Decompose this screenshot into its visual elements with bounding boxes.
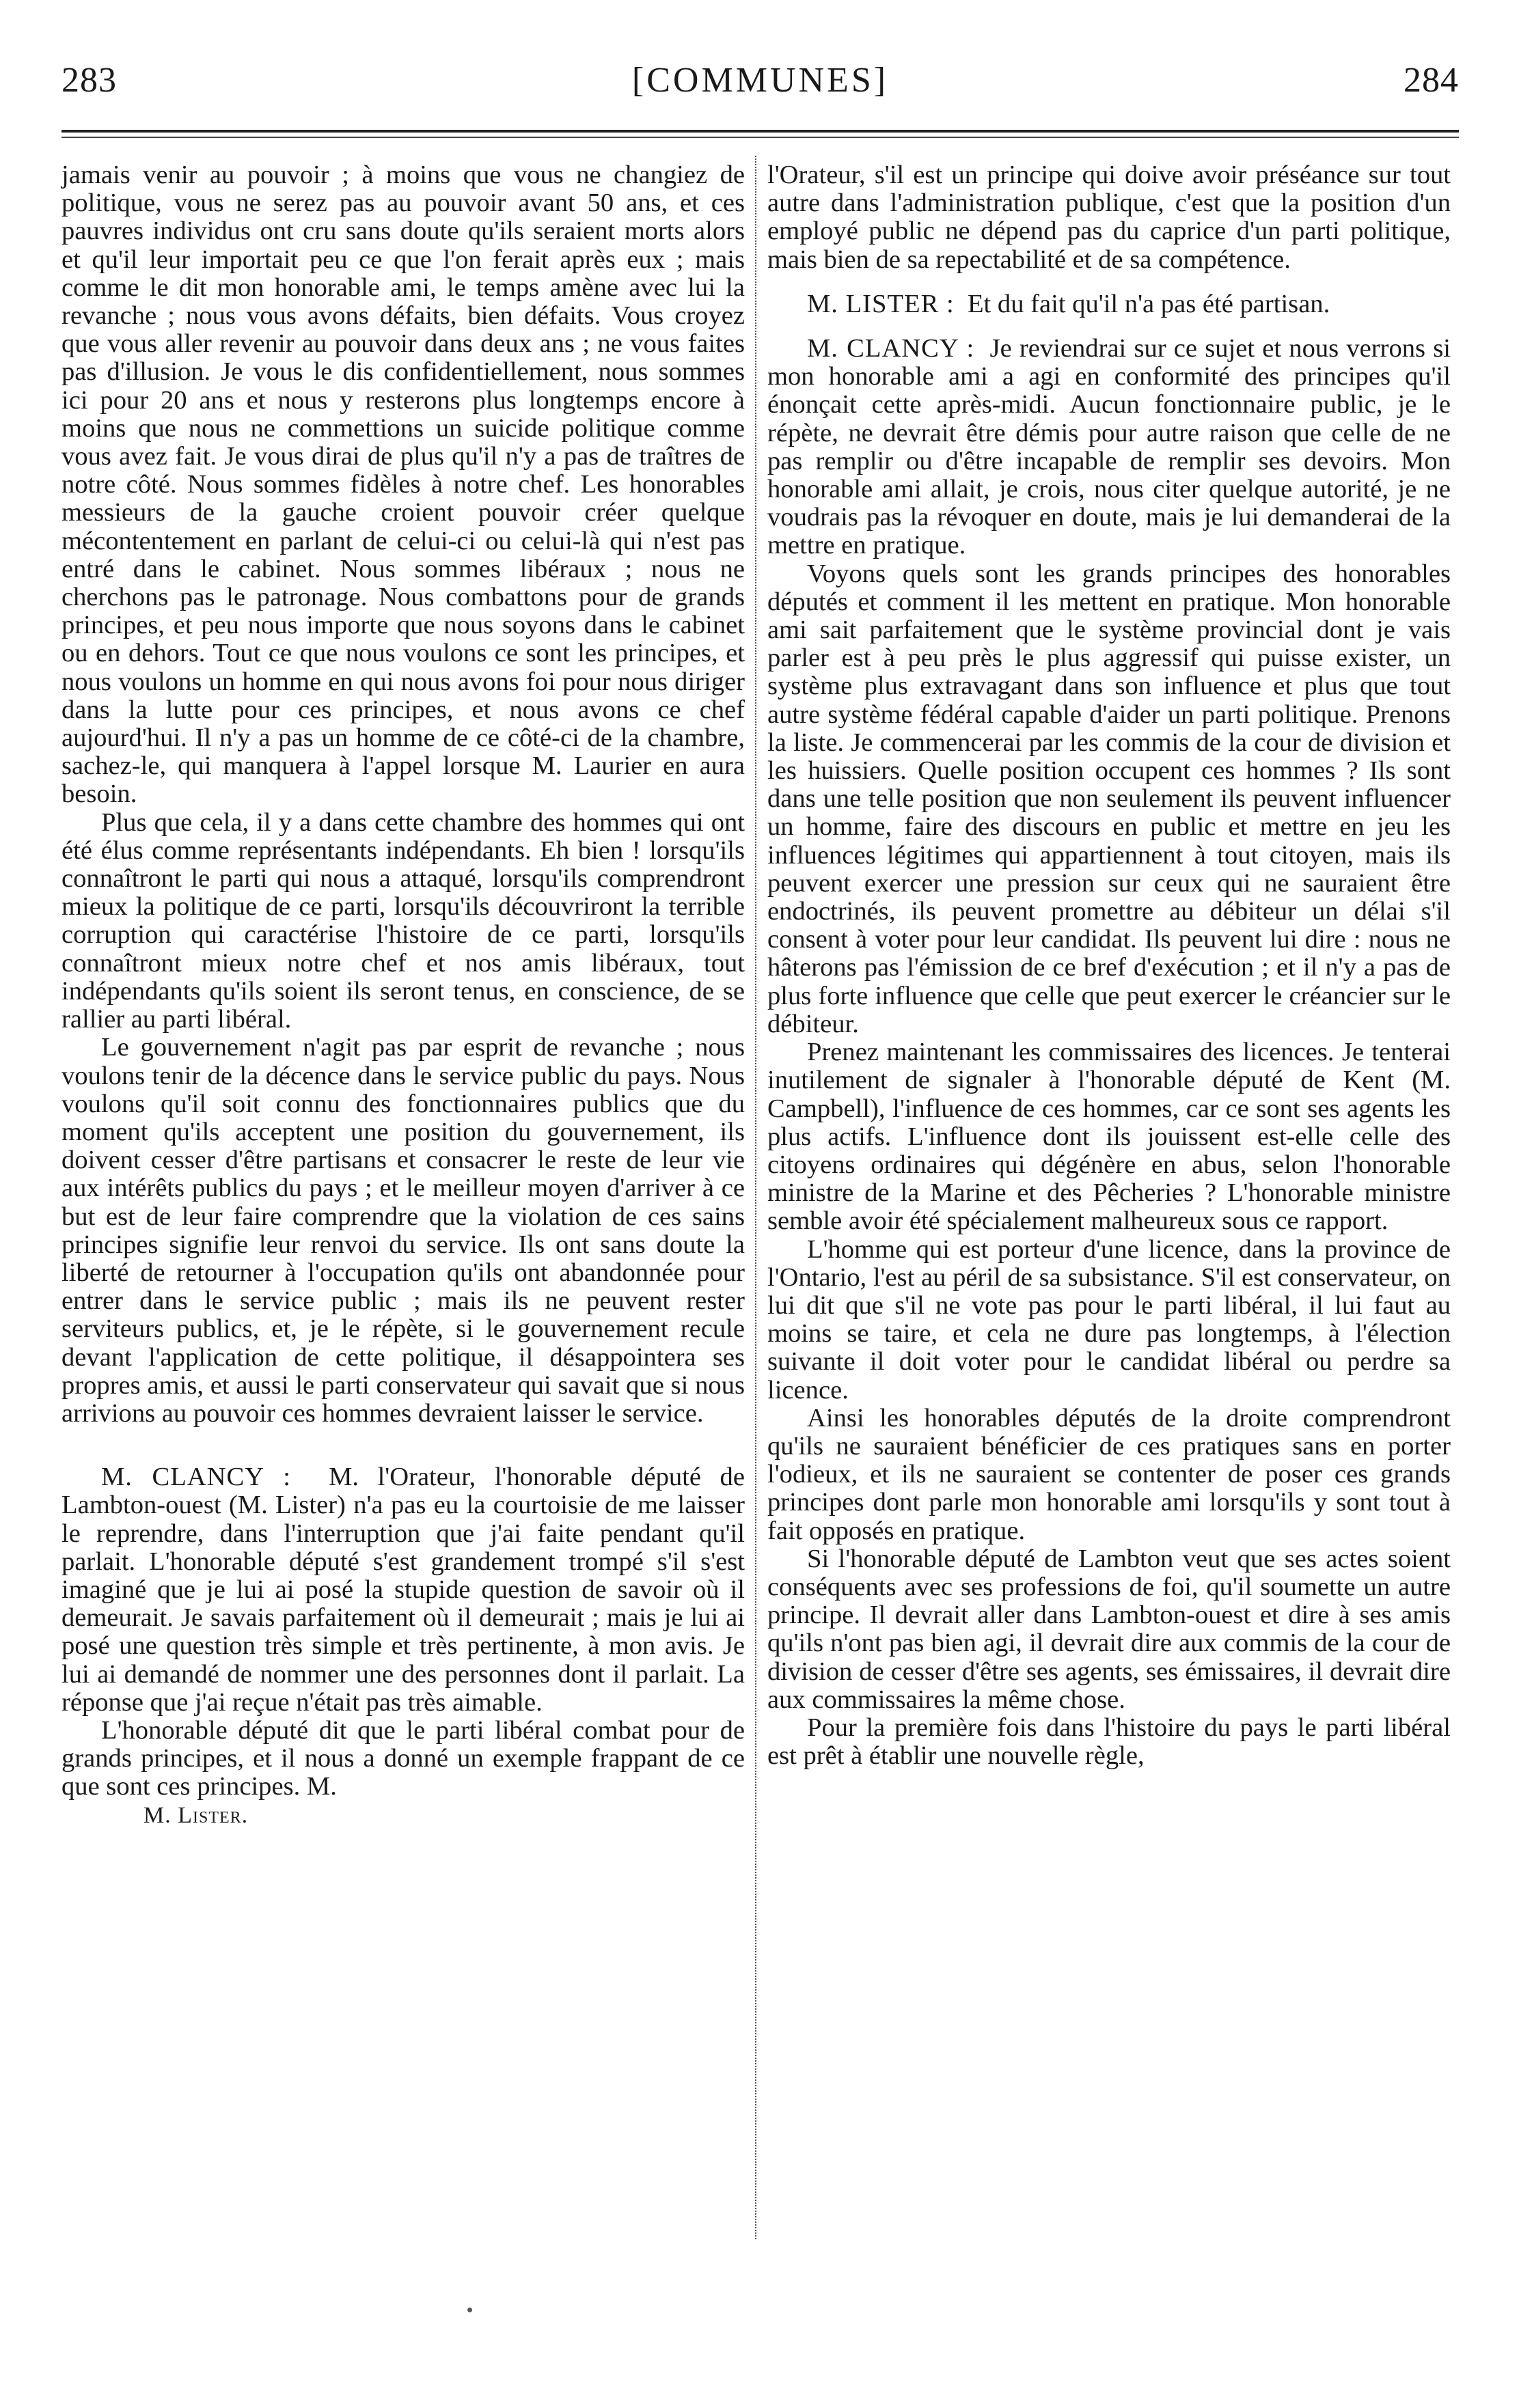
footer-speaker-note: M. Lister. xyxy=(143,1802,249,1828)
speech-paragraph xyxy=(61,1463,745,1717)
speaker-name: M. CLANCY : xyxy=(807,334,975,363)
speech-paragraph xyxy=(767,335,1451,560)
speech-text: M. l'Orateur, l'honorable député de Lambton-ouest (M. Lister) n'a pas eu la courtoisie de me laisser le reprendre, dans l'interruption que j'ai faite pendant qu'il parlait. L'honorable député s'est grandement trompé s'il s'est imaginé que je lui ai posé la stupide question de savoir où il demeurait. Je savais parfaitement où il demeurait ; mais je lui ai posé une question très simple et très pertinente, à mon avis. Je lui ai demandé de nommer une des personnes dont il parlait. La réponse que j'ai reçue n'était pas très aimable. xyxy=(61,1463,745,1717)
page-header xyxy=(61,48,1459,109)
paragraph: Le gouvernement n'agit pas par esprit de revanche ; nous voulons tenir de la décence dans le service public du pays. Nous voulons qu'il soit connu des fonctionnaires publics que du moment qu'ils acceptent une position du gouvernement, ils doivent cesser d'être partisans et consacrer le reste de leur vie aux intérêts publics du pays ; et le meilleur moyen d'arriver à ce but est de leur faire comprendre que la violation de ces sains principes signifie leur renvoi du service. Ils ont sans doute la liberté de retourner à l'occupation qu'ils ont abandonnée pour entrer dans le service public ; mais ils ne peuvent rester serviteurs publics, et, je le répète, si le gouvernement recule devant l'application de cette politique, il désappointera ses propres amis, et aussi le parti conservateur qui savait que si nous arrivions au pouvoir ces hommes devraient laisser le service. xyxy=(61,1033,745,1428)
left-column xyxy=(61,161,745,1829)
paragraph: l'Orateur, s'il est un principe qui doive avoir préséance sur tout autre dans l'administration publique, c'est que la position d'un employé public ne dépend pas du caprice d'un parti politique, mais bien de sa repectabilité et de sa compétence. xyxy=(767,161,1451,274)
page-number-right: 284 xyxy=(1404,61,1459,100)
page-title: [COMMUNES] xyxy=(631,61,889,100)
speech-paragraph xyxy=(767,290,1451,318)
right-column xyxy=(767,161,1451,1770)
paragraph: L'honorable député dit que le parti libéral combat pour de grands principes, et il nous a donné un exemple frappant de ce que sont ces principes. M. xyxy=(61,1715,745,1801)
header-rule-thin xyxy=(61,137,1459,138)
speech-text: Je reviendrai sur ce sujet et nous verrons si mon honorable ami a agi en conformité des principes qu'il énonçait cette après-midi. Aucun fonctionnaire public, je le répète, ne devrait être démis pour autre raison que celle de ne pas remplir ou d'être incapable de remplir ses devoirs. Mon honorable ami allait, je crois, nous citer quelque autorité, je ne voudrais pas la révoquer en doute, mais je lui demanderai de la mettre en pratique. xyxy=(767,334,1451,560)
header-rule-thick xyxy=(61,130,1459,133)
column-divider xyxy=(755,156,756,2239)
paragraph: Voyons quels sont les grands principes des honorables députés et comment il les mettent en pratique. Mon honorable ami sait parfaitement que le système provincial dont je vais parler est à peu près le plus aggressif qui puisse exister, un système plus extravagant dans son influence et plus que tout autre système fédéral capable d'aider un parti politique. Prenons la liste. Je commencerai par les commis de la cour de division et les huissiers. Quelle position occupent ces hommes ? Ils sont dans une telle position que non seulement ils peuvent influencer un homme, faire des discours en public et mettre en jeu les influences légitimes qui appartiennent à tout citoyen, mais ils peuvent exercer une pression sur ceux qui ne sauraient être endoctrinés, ils peuvent promettre au débiteur un délai s'il consent à voter pour leur candidat. Ils peuvent lui dire : nous ne hâterons pas l'émission de ce bref d'exécution ; et il n'y a pas de plus forte influence que celle que peut exercer le créancier sur le débiteur. xyxy=(767,559,1451,1038)
page-number-left: 283 xyxy=(61,61,117,100)
paragraph: Ainsi les honorables députés de la droite comprendront qu'ils ne sauraient bénéficier de ces pratiques sans en porter l'odieux, et ils ne sauraient se contenter de poser ces grands principes dont parle mon honorable ami lorsqu'ils y sont tout à fait opposés en pratique. xyxy=(767,1403,1451,1545)
paragraph: jamais venir au pouvoir ; à moins que vous ne changiez de politique, vous ne serez pas au pouvoir avant 50 ans, et ces pauvres individus ont cru sans doute qu'ils seraient morts alors et qu'il leur importait peu ce que l'on ferait après eux ; mais comme le dit mon honorable ami, le temps amène avec lui la revanche ; nous vous avons défaits, bien défaits. Vous croyez que vous aller revenir au pouvoir dans deux ans ; ne vous faites pas d'illusion. Je vous le dis confidentiellement, nous sommes ici pour 20 ans et nous y resterons plus longtemps encore à moins que nous ne commettions un suicide politique comme vous avez fait. Je vous dirai de plus qu'il n'y a pas de traîtres de notre côté. Nous sommes fidèles à notre chef. Les honorables messieurs de la gauche croient pouvoir créer quelque mécontentement en parlant de celui-ci ou celui-là qui n'est pas entré dans le cabinet. Nous sommes libéraux ; nous ne cherchons pas le patronage. Nous combattons pour de grands principes, et peu nous importe que nous soyons dans le cabinet ou en dehors. Tout ce que nous voulons ce sont les principes, et nous voulons un homme en qui nous avons foi pour nous diriger dans la lutte pour ces principes, et nous avons ce chef aujourd'hui. Il n'y a pas un homme de ce côté-ci de la chambre, sachez-le, qui manquera à l'appel lorsque M. Laurier en aura besoin. xyxy=(61,161,745,809)
paragraph: L'homme qui est porteur d'une licence, dans la province de l'Ontario, l'est au péril de sa subsistance. S'il est conservateur, on lui dit que s'il ne vote pas pour le parti libéral, il lui faut au moins se taire, et cela ne dure pas longtemps, à l'élection suivante il doit voter pour le candidat libéral ou perdre sa licence. xyxy=(767,1234,1451,1404)
paragraph: Pour la première fois dans l'histoire du pays le parti libéral est prêt à établir une nouvelle règle, xyxy=(767,1713,1451,1771)
speech-text: Et du fait qu'il n'a pas été partisan. xyxy=(967,289,1330,318)
paragraph: Plus que cela, il y a dans cette chambre des hommes qui ont été élus comme représentants indépendants. Eh bien ! lorsqu'ils connaîtront le parti qui nous a attaqué, lorsqu'ils comprendront mieux la politique de ce parti, lorsqu'ils découvriront la terrible corruption qui caractérise l'histoire de ce parti, lorsqu'ils connaîtront mieux notre chef et nos amis libéraux, tout indépendants qu'ils soient ils seront tenus, en conscience, de se rallier au parti libéral. xyxy=(61,807,745,1034)
paragraph: Si l'honorable député de Lambton veut que ses actes soient conséquents avec ses professions de foi, qu'il soumette un autre principe. Il devrait aller dans Lambton-ouest et dire à ses amis qu'ils n'ont pas bien agi, il devrait dire aux commis de la cour de division de cesser d'être ses agents, ses émissaires, il devrait dire aux commissaires la même chose. xyxy=(767,1544,1451,1714)
speaker-name: M. CLANCY : xyxy=(101,1463,291,1492)
speaker-name: M. LISTER : xyxy=(807,289,955,318)
print-speck xyxy=(467,2308,472,2312)
paragraph: Prenez maintenant les commissaires des licences. Je tenterai inutilement de signaler à l'honorable député de Kent (M. Campbell), l'influence de ces hommes, car ce sont ses agents les plus actifs. L'influence dont ils jouissent est-elle celle des citoyens ordinaires qui dégénère en abus, selon l'honorable ministre de la Marine et des Pêcheries ? L'honorable ministre semble avoir été spécialement malheureux sous ce rapport. xyxy=(767,1038,1451,1236)
